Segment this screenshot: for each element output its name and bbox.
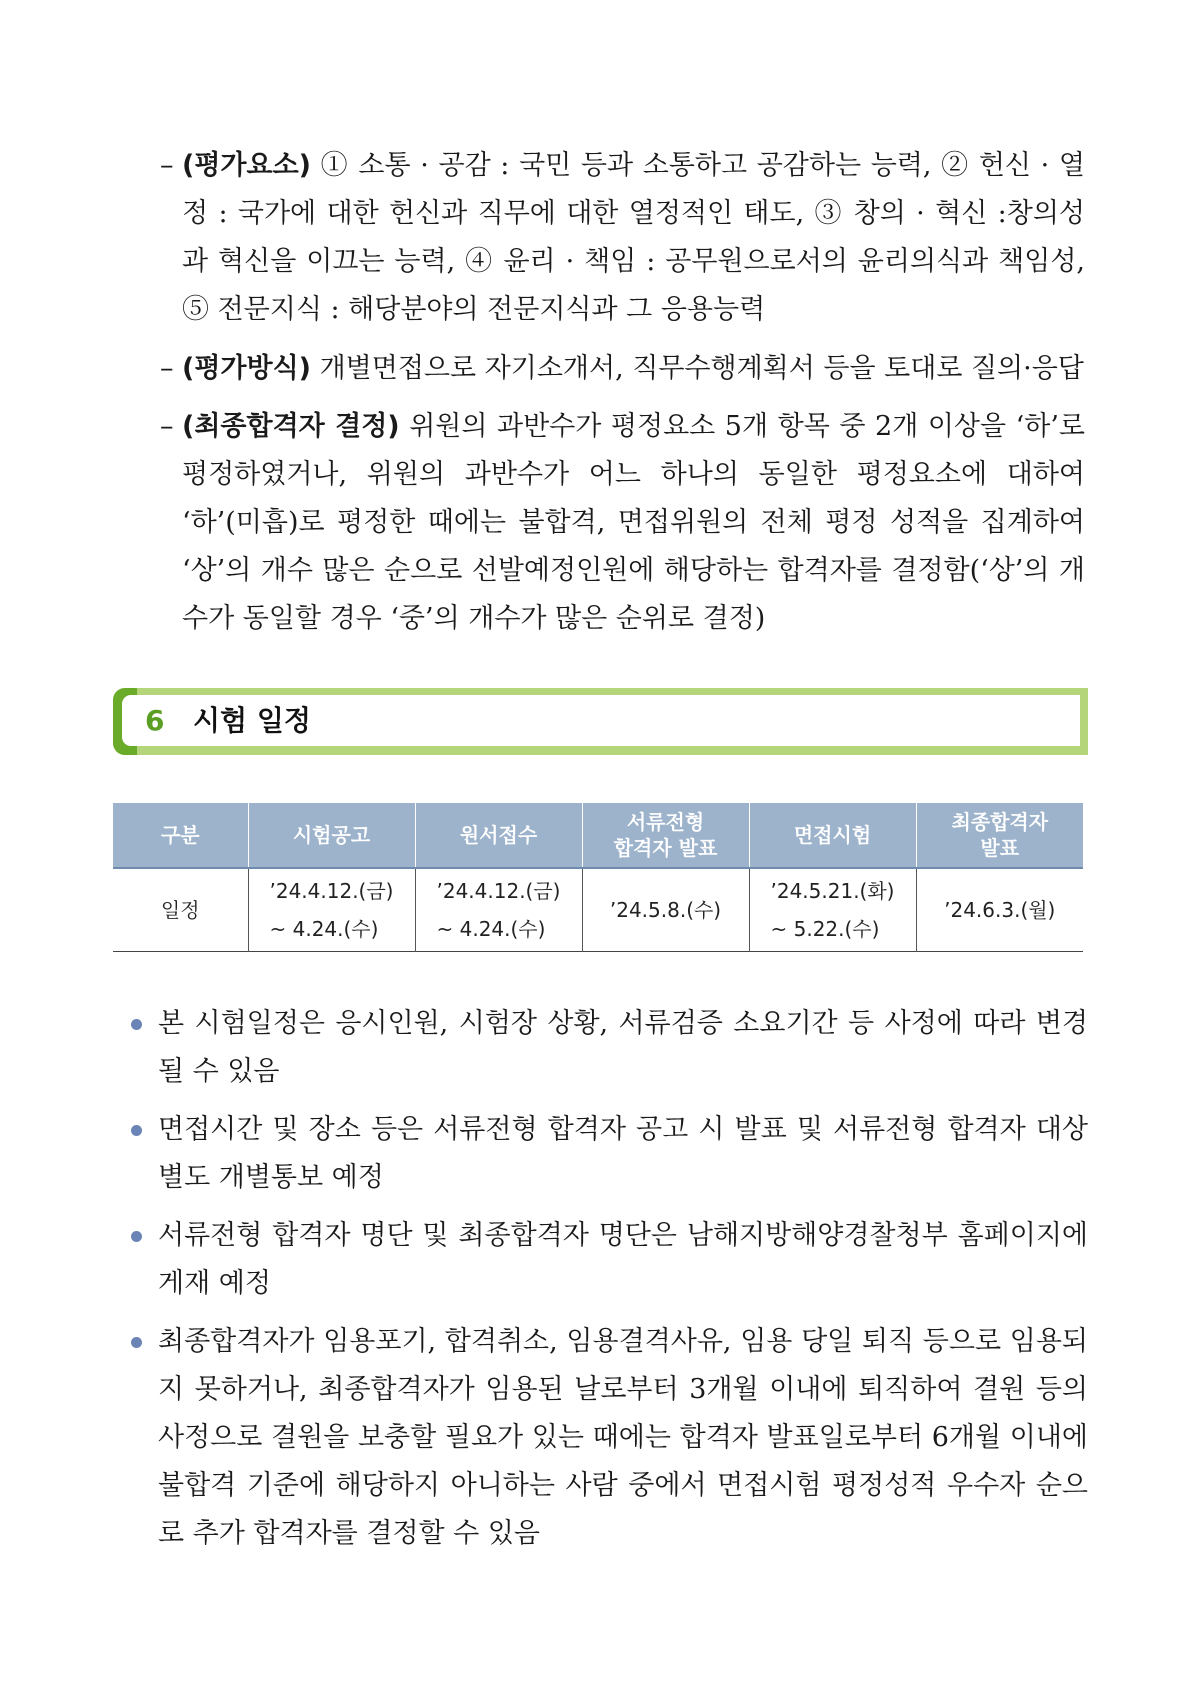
item-text: 위원의 과반수가 평정요소 5개 항목 중 2개 이상을 ‘하’로 평정하였거나, 위원의 과반수가 어느 하나의 동일한 평정요소에 대하여 ‘하’(미흡)로 평정한 때에는 불합격, 면접위원의 전체 평정 성적을 집계하여 ‘상’의 개수 많은 순으로 선발예정인원에 해당하는 합격자를 결정함(‘상’의 개수가 동일할 경우 ‘중’의 개수가 많은 순위로 결정): [182, 411, 1085, 634]
item-text: 개별면접으로 자기소개서, 직무수행계획서 등을 토대로 질의·응답: [311, 353, 1084, 384]
item-label: (평가방식): [182, 353, 312, 384]
section-number: 6: [145, 704, 165, 737]
evaluation-criteria-item: [160, 142, 1085, 334]
section-title: 시험 일정: [193, 704, 311, 737]
evaluation-method-item: [160, 345, 1085, 393]
cell-document-date: ’24.5.8.(수): [582, 868, 749, 952]
final-decision-item: [160, 403, 1085, 643]
table-row: [113, 868, 1083, 952]
dash-marker: –: [160, 150, 174, 181]
section-header: [113, 688, 1088, 755]
dash-marker: –: [160, 353, 174, 384]
row-label: 일정: [160, 898, 200, 922]
bullet-icon: [131, 1019, 142, 1030]
item-label: (평가요소): [182, 150, 312, 181]
cell-final-date: ’24.6.3.(월): [916, 868, 1083, 952]
cell-interview-date: ’24.5.21.(화) ~ 5.22.(수): [749, 868, 916, 952]
dash-marker: –: [160, 411, 174, 442]
item-label: (최종합격자 결정): [182, 411, 400, 442]
header-interview: 면접시험: [749, 803, 916, 868]
header-category: 구분: [113, 803, 248, 868]
bullet-icon: [131, 1125, 142, 1136]
header-announcement: 시험공고: [248, 803, 415, 868]
list-item: 면접시간 및 장소 등은 서류전형 합격자 공고 시 발표 및 서류전형 합격자 대상 별도 개별통보 예정: [128, 1106, 1088, 1202]
list-item: 최종합격자가 임용포기, 합격취소, 임용결격사유, 임용 당일 퇴직 등으로 임용되지 못하거나, 최종합격자가 임용된 날로부터 3개월 이내에 퇴직하여 결원 등의 사정으로 결원을 보충할 필요가 있는 때에는 합격자 발표일로부터 6개월 이내에 불합격 기준에 해당하지 아니하는 사람 중에서 면접시험 평정성적 우수자 순으로 추가 합격자를 결정할 수 있음: [128, 1318, 1088, 1558]
schedule-table: [113, 803, 1083, 952]
bullet-icon: [131, 1337, 142, 1348]
list-item: 본 시험일정은 응시인원, 시험장 상황, 서류검증 소요기간 등 사정에 따라 변경될 수 있음: [128, 1000, 1088, 1096]
cell-application-date: ’24.4.12.(금) ~ 4.24.(수): [415, 868, 582, 952]
list-item: 서류전형 합격자 명단 및 최종합격자 명단은 남해지방해양경찰청부 홈페이지에 게재 예정: [128, 1212, 1088, 1308]
header-application: 원서접수: [415, 803, 582, 868]
bullet-icon: [131, 1231, 142, 1242]
cell-announcement-date: ’24.4.12.(금) ~ 4.24.(수): [248, 868, 415, 952]
header-final-announcement: 최종합격자 발표: [916, 803, 1083, 868]
header-document-screening: 서류전형 합격자 발표: [582, 803, 749, 868]
table-header-row: [113, 803, 1083, 868]
notes-list: [128, 1000, 1088, 1568]
item-text: ① 소통 · 공감 : 국민 등과 소통하고 공감하는 능력, ② 헌신 · 열정 : 국가에 대한 헌신과 직무에 대한 열정적인 태도, ③ 창의 · 혁신 :창의성과 혁신을 이끄는 능력, ④ 윤리 · 책임 : 공무원으로서의 윤리의식과 책임성, ⑤ 전문지식 : 해당분야의 전문지식과 그 응용능력: [182, 150, 1085, 325]
